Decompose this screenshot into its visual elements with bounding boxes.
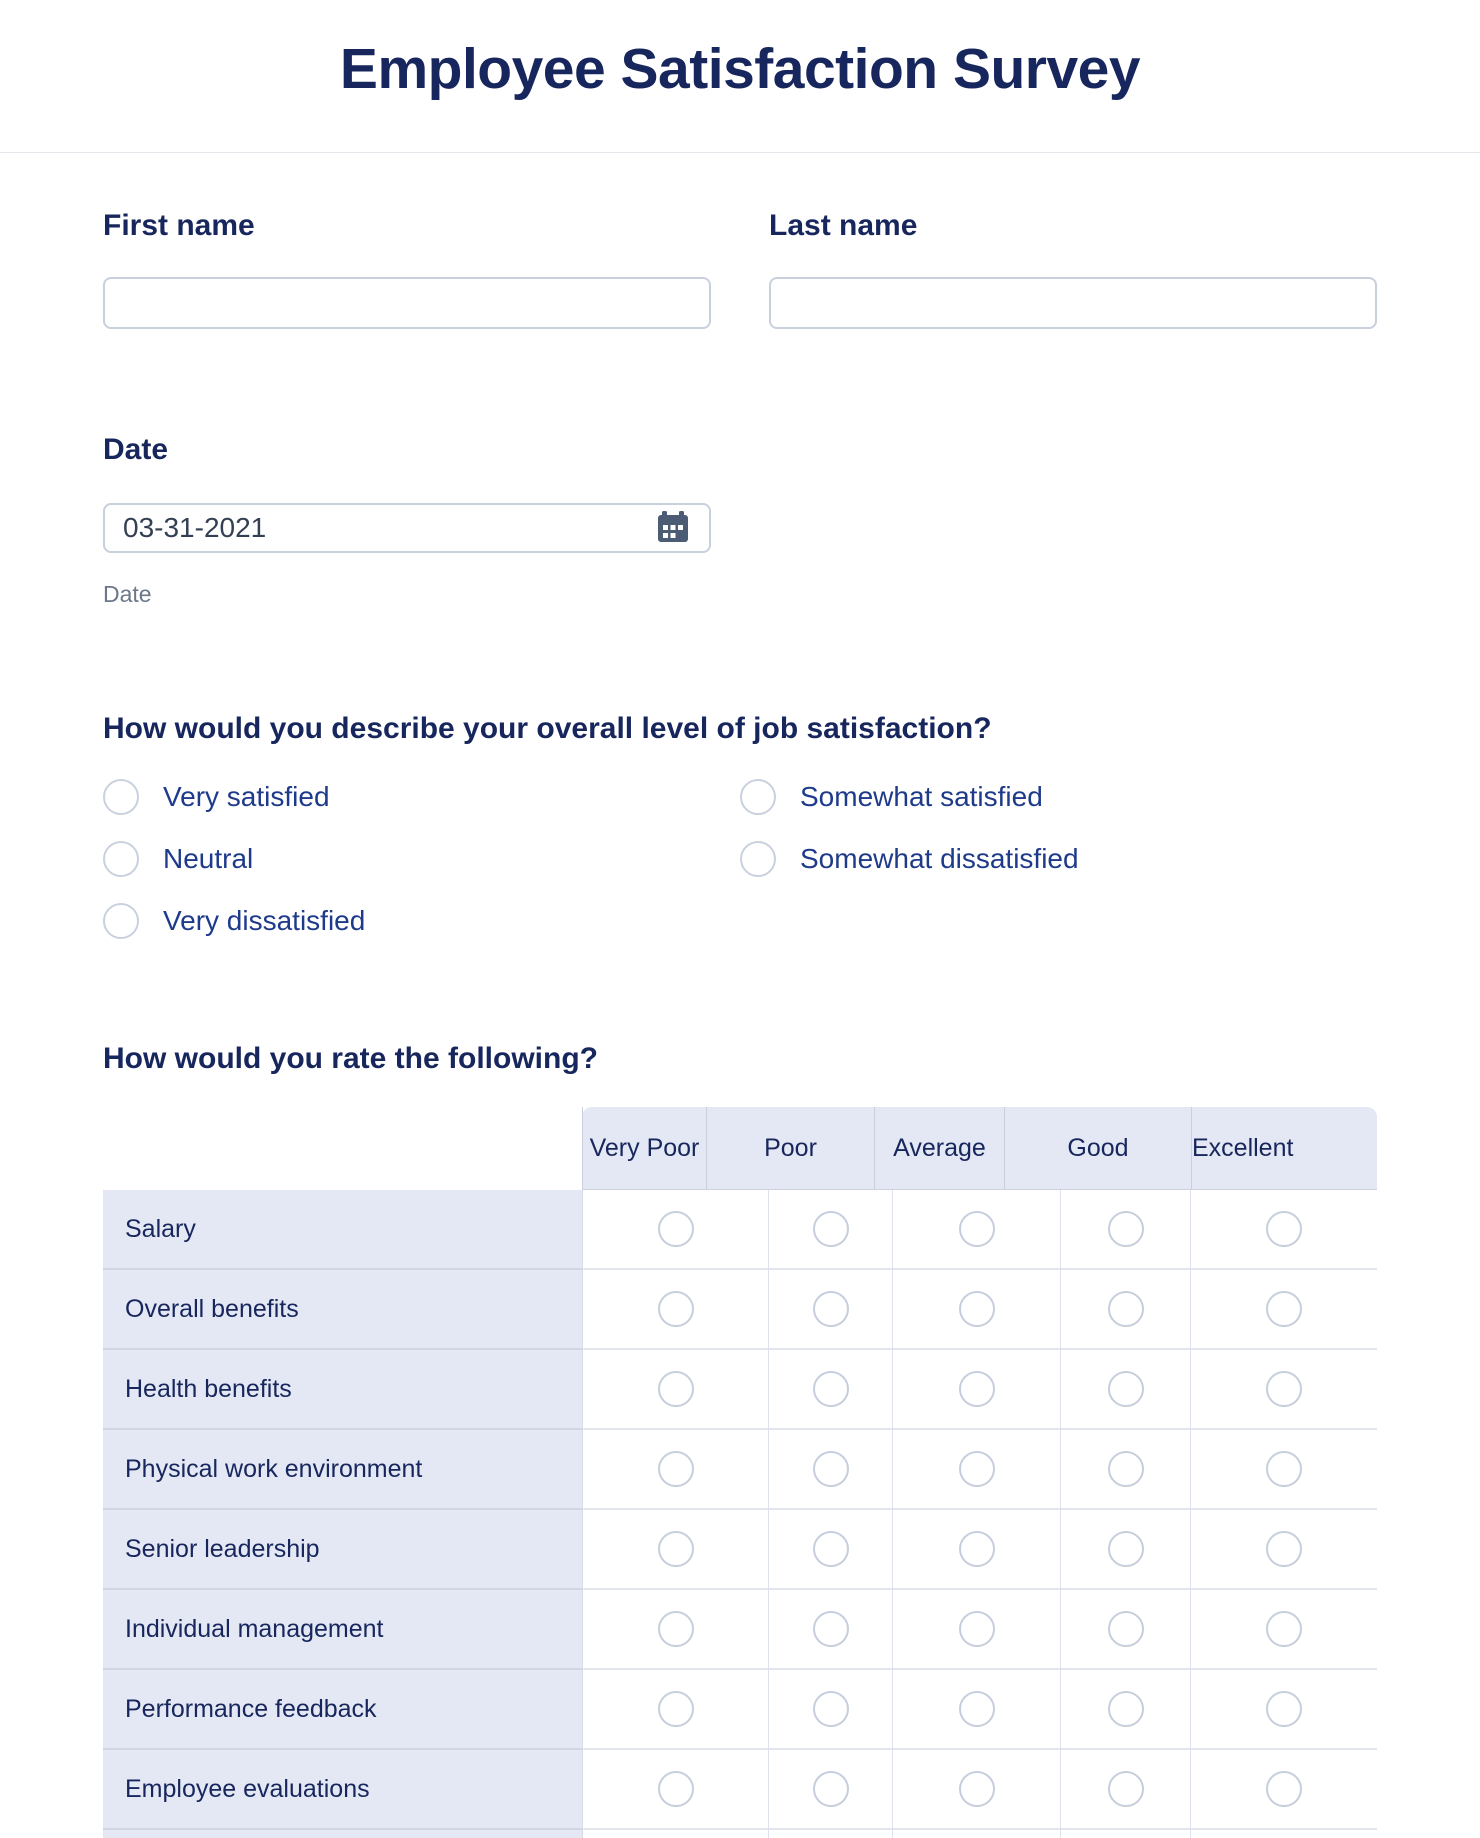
radio-circle-icon[interactable] — [813, 1771, 849, 1807]
matrix-row-label — [103, 1830, 582, 1838]
rating-matrix-table — [103, 1107, 1377, 1838]
matrix-row-label: Performance feedback — [103, 1670, 582, 1750]
radio-circle-icon[interactable] — [658, 1531, 694, 1567]
matrix-header-row — [103, 1107, 1377, 1190]
radio-circle-icon[interactable] — [1266, 1371, 1302, 1407]
satisfaction-options — [103, 775, 1377, 943]
rating-cell-average[interactable] — [892, 1670, 1060, 1750]
rating-cell-average[interactable] — [892, 1750, 1060, 1830]
rating-cell-very-poor[interactable] — [582, 1590, 768, 1670]
radio-circle-icon[interactable] — [959, 1451, 995, 1487]
radio-circle-icon[interactable] — [813, 1211, 849, 1247]
first-name-label: First name — [103, 209, 255, 242]
rating-cell-average[interactable] — [892, 1430, 1060, 1510]
matrix-row — [103, 1430, 1377, 1510]
radio-option[interactable] — [103, 837, 740, 881]
radio-circle-icon[interactable] — [740, 841, 776, 877]
radio-circle-icon[interactable] — [658, 1211, 694, 1247]
radio-option[interactable] — [103, 899, 740, 943]
radio-circle-icon[interactable] — [1108, 1451, 1144, 1487]
date-input[interactable] — [103, 503, 711, 553]
rating-cell-excellent[interactable] — [1190, 1350, 1377, 1430]
radio-option-label: Somewhat satisfied — [800, 781, 1043, 812]
radio-circle-icon[interactable] — [959, 1611, 995, 1647]
form-header — [0, 0, 1480, 153]
radio-circle-icon[interactable] — [1108, 1211, 1144, 1247]
matrix-row — [103, 1670, 1377, 1750]
rating-cell-excellent[interactable] — [1190, 1750, 1377, 1830]
rating-cell-poor[interactable] — [768, 1350, 892, 1430]
first-name-input[interactable] — [103, 277, 711, 329]
rating-cell-excellent[interactable] — [1190, 1670, 1377, 1750]
radio-option-label: Somewhat dissatisfied — [800, 843, 1079, 874]
rating-cell-excellent[interactable] — [1190, 1190, 1377, 1270]
radio-circle-icon[interactable] — [1266, 1691, 1302, 1727]
rating-cell-excellent[interactable] — [1190, 1430, 1377, 1510]
matrix-row-label: Salary — [103, 1190, 582, 1270]
rating-cell-excellent[interactable] — [1190, 1270, 1377, 1350]
radio-circle-icon[interactable] — [1266, 1531, 1302, 1567]
date-label: Date — [103, 433, 169, 466]
form-content — [0, 207, 1480, 1838]
matrix-row-label: Physical work environment — [103, 1430, 582, 1510]
radio-circle-icon[interactable] — [959, 1531, 995, 1567]
name-fields-row — [103, 207, 1377, 329]
calendar-button[interactable] — [651, 506, 695, 550]
matrix-row — [103, 1750, 1377, 1830]
page-title: Employee Satisfaction Survey — [339, 37, 1141, 101]
radio-circle-icon[interactable] — [103, 841, 139, 877]
matrix-header-spacer — [103, 1107, 582, 1190]
rating-cell-very-poor[interactable] — [582, 1270, 768, 1350]
matrix-column-header: Good — [1004, 1107, 1191, 1189]
rating-cell-good[interactable] — [1060, 1270, 1190, 1350]
rating-cell-poor[interactable] — [768, 1590, 892, 1670]
radio-option[interactable] — [103, 775, 740, 819]
radio-circle-icon[interactable] — [1108, 1691, 1144, 1727]
matrix-row — [103, 1590, 1377, 1670]
rating-cell-average[interactable] — [892, 1510, 1060, 1590]
rating-cell-very-poor[interactable] — [582, 1670, 768, 1750]
date-field — [103, 431, 711, 609]
radio-circle-icon[interactable] — [103, 903, 139, 939]
matrix-column-header: Poor — [706, 1107, 874, 1189]
radio-circle-icon[interactable] — [959, 1371, 995, 1407]
rating-cell-average[interactable] — [892, 1830, 1060, 1838]
matrix-column-headers — [582, 1107, 1377, 1190]
radio-option[interactable] — [740, 775, 1377, 819]
matrix-row-label: Health benefits — [103, 1350, 582, 1430]
matrix-row-label: Senior leadership — [103, 1510, 582, 1590]
rating-cell-poor[interactable] — [768, 1670, 892, 1750]
date-helper-text: Date — [103, 581, 152, 607]
rating-cell-excellent[interactable] — [1190, 1590, 1377, 1670]
matrix-column-header: Average — [874, 1107, 1004, 1189]
rating-cell-very-poor[interactable] — [582, 1350, 768, 1430]
radio-option-label: Very dissatisfied — [163, 905, 366, 936]
radio-circle-icon[interactable] — [1108, 1771, 1144, 1807]
rating-cell-excellent[interactable] — [1190, 1510, 1377, 1590]
radio-option-label: Very satisfied — [163, 781, 330, 812]
first-name-field — [103, 207, 711, 329]
rating-cell-good[interactable] — [1060, 1830, 1190, 1838]
calendar-icon — [654, 509, 692, 548]
radio-circle-icon[interactable] — [658, 1611, 694, 1647]
last-name-field — [769, 207, 1377, 329]
radio-circle-icon[interactable] — [1266, 1211, 1302, 1247]
matrix-row — [103, 1270, 1377, 1350]
rating-cell-poor[interactable] — [768, 1190, 892, 1270]
radio-circle-icon[interactable] — [959, 1771, 995, 1807]
rating-cell-very-poor[interactable] — [582, 1430, 768, 1510]
rating-cell-poor[interactable] — [768, 1270, 892, 1350]
radio-circle-icon[interactable] — [1108, 1291, 1144, 1327]
rating-cell-good[interactable] — [1060, 1510, 1190, 1590]
radio-circle-icon[interactable] — [813, 1451, 849, 1487]
radio-circle-icon[interactable] — [1266, 1291, 1302, 1327]
rating-cell-good[interactable] — [1060, 1350, 1190, 1430]
matrix-row — [103, 1510, 1377, 1590]
rating-cell-very-poor[interactable] — [582, 1510, 768, 1590]
rating-cell-poor[interactable] — [768, 1830, 892, 1838]
radio-circle-icon[interactable] — [959, 1211, 995, 1247]
rating-cell-good[interactable] — [1060, 1190, 1190, 1270]
matrix-body — [103, 1190, 1377, 1838]
radio-option[interactable] — [740, 837, 1377, 881]
matrix-row-label: Individual management — [103, 1590, 582, 1670]
radio-circle-icon[interactable] — [658, 1451, 694, 1487]
rating-cell-good[interactable] — [1060, 1590, 1190, 1670]
radio-circle-icon[interactable] — [658, 1691, 694, 1727]
rating-cell-very-poor[interactable] — [582, 1830, 768, 1838]
rating-cell-average[interactable] — [892, 1190, 1060, 1270]
question-satisfaction: How would you describe your overall level of job satisfaction? — [103, 712, 992, 745]
radio-circle-icon[interactable] — [1108, 1611, 1144, 1647]
radio-circle-icon[interactable] — [813, 1691, 849, 1727]
matrix-row — [103, 1190, 1377, 1270]
rating-cell-very-poor[interactable] — [582, 1750, 768, 1830]
radio-circle-icon[interactable] — [1266, 1451, 1302, 1487]
date-value: 03-31-2021 — [123, 512, 267, 543]
rating-cell-average[interactable] — [892, 1350, 1060, 1430]
radio-circle-icon[interactable] — [658, 1771, 694, 1807]
last-name-input[interactable] — [769, 277, 1377, 329]
rating-cell-excellent[interactable] — [1190, 1830, 1377, 1838]
radio-circle-icon[interactable] — [813, 1371, 849, 1407]
rating-cell-poor[interactable] — [768, 1430, 892, 1510]
question-rating: How would you rate the following? — [103, 1042, 598, 1075]
radio-option-label: Neutral — [163, 843, 254, 874]
rating-cell-very-poor[interactable] — [582, 1190, 768, 1270]
rating-cell-average[interactable] — [892, 1590, 1060, 1670]
rating-cell-average[interactable] — [892, 1270, 1060, 1350]
matrix-column-header: Very Poor — [582, 1107, 706, 1189]
rating-cell-poor[interactable] — [768, 1750, 892, 1830]
matrix-row — [103, 1350, 1377, 1430]
radio-circle-icon[interactable] — [1108, 1531, 1144, 1567]
radio-circle-icon[interactable] — [959, 1691, 995, 1727]
radio-circle-icon[interactable] — [813, 1531, 849, 1567]
last-name-label: Last name — [769, 209, 918, 242]
rating-cell-poor[interactable] — [768, 1510, 892, 1590]
radio-circle-icon[interactable] — [1108, 1371, 1144, 1407]
radio-circle-icon[interactable] — [1266, 1611, 1302, 1647]
radio-circle-icon[interactable] — [740, 779, 776, 815]
matrix-row — [103, 1830, 1377, 1838]
matrix-row-label: Employee evaluations — [103, 1750, 582, 1830]
rating-cell-good[interactable] — [1060, 1750, 1190, 1830]
rating-cell-good[interactable] — [1060, 1430, 1190, 1510]
rating-cell-good[interactable] — [1060, 1670, 1190, 1750]
radio-circle-icon[interactable] — [658, 1291, 694, 1327]
radio-circle-icon[interactable] — [813, 1611, 849, 1647]
radio-circle-icon[interactable] — [658, 1371, 694, 1407]
radio-circle-icon[interactable] — [813, 1291, 849, 1327]
radio-circle-icon[interactable] — [959, 1291, 995, 1327]
radio-circle-icon[interactable] — [103, 779, 139, 815]
radio-circle-icon[interactable] — [1266, 1771, 1302, 1807]
matrix-column-header: Excellent — [1191, 1107, 1293, 1189]
matrix-row-label: Overall benefits — [103, 1270, 582, 1350]
